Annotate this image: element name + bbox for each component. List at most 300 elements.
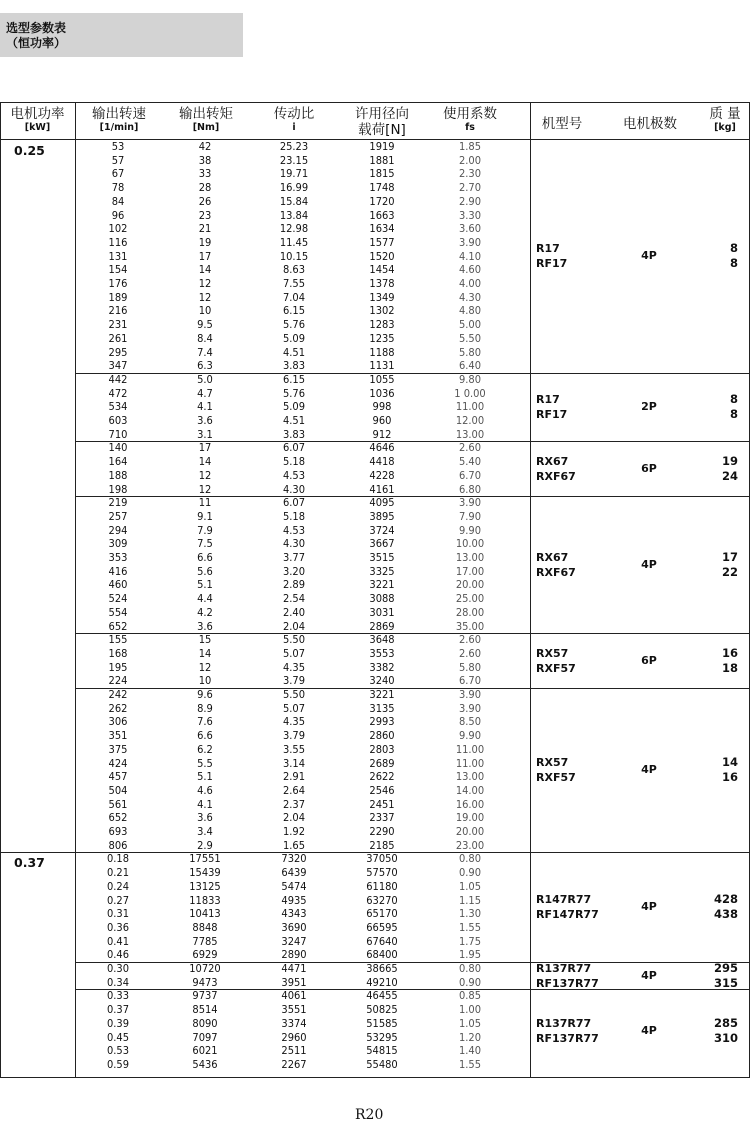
table-cell: 4.35 <box>282 660 306 674</box>
header-ratio: 传动比 i <box>273 106 315 133</box>
table-cell: 4.53 <box>282 468 306 482</box>
table-cell: 38665 <box>366 962 398 975</box>
motor-poles: 4P <box>641 900 657 914</box>
table-cell: 189 <box>108 290 128 304</box>
table-cell: 693 <box>108 825 128 838</box>
table-row <box>0 332 530 346</box>
model-name: RX67 <box>536 550 569 564</box>
table-cell: 10 <box>198 304 212 318</box>
table-cell: 2803 <box>369 742 395 756</box>
table-cell: 4.35 <box>282 715 306 729</box>
table-cell: 5.6 <box>197 564 213 578</box>
table-cell: 806 <box>108 838 128 852</box>
table-row <box>0 304 530 318</box>
table-cell: 57 <box>111 153 125 167</box>
table-cell: 4.4 <box>197 592 213 606</box>
table-row <box>0 455 530 469</box>
table-cell: 19.00 <box>455 811 485 825</box>
table-cell: 6.3 <box>197 359 213 373</box>
table-cell: 1 0.00 <box>454 386 486 400</box>
table-cell: 603 <box>108 414 128 427</box>
table-cell: 6439 <box>281 866 307 880</box>
table-cell: 154 <box>108 263 128 277</box>
table-cell: 4646 <box>369 441 395 455</box>
table-cell: 198 <box>108 482 128 496</box>
table-row <box>0 387 530 401</box>
table-row <box>0 373 530 387</box>
power-value: 0.37 <box>14 855 45 871</box>
model-name: RX67 <box>536 454 569 468</box>
table-cell: 4.30 <box>458 290 482 304</box>
table-row <box>0 962 530 976</box>
table-cell: 0.80 <box>458 852 482 866</box>
motor-poles: 6P <box>641 653 657 667</box>
table-cell: 7.6 <box>197 715 213 729</box>
table-cell: 102 <box>108 222 128 236</box>
table-cell: 0.21 <box>106 866 130 880</box>
table-cell: 6021 <box>192 1044 218 1058</box>
model-name: R137R77 <box>536 961 592 975</box>
table-cell: 0.36 <box>106 920 130 934</box>
table-cell: 6.15 <box>282 304 306 318</box>
table-row <box>0 263 530 277</box>
motor-poles: 2P <box>641 400 657 414</box>
table-cell: 4.51 <box>282 345 306 359</box>
table-cell: 7.9 <box>197 523 213 537</box>
table-cell: 9.1 <box>197 509 213 523</box>
table-cell: 561 <box>108 797 128 811</box>
table-row <box>0 236 530 250</box>
table-cell: 2.90 <box>458 194 482 208</box>
table-cell: 2860 <box>369 729 395 743</box>
table-cell: 4095 <box>369 496 395 510</box>
table-cell: 5.80 <box>458 345 482 359</box>
table-cell: 13.00 <box>455 770 485 784</box>
table-cell: 2.30 <box>458 167 482 181</box>
table-row <box>0 414 530 428</box>
table-cell: 424 <box>108 756 128 770</box>
table-cell: 5.18 <box>282 509 306 523</box>
table-row <box>0 154 530 168</box>
table-cell: 66595 <box>366 920 398 934</box>
table-row <box>0 469 530 483</box>
table-cell: 262 <box>108 701 128 715</box>
mass-values <box>700 961 738 991</box>
table-cell: 19 <box>198 235 212 249</box>
mass-value: 8 <box>729 392 738 407</box>
table-cell: 4471 <box>281 962 307 975</box>
table-cell: 8514 <box>192 1003 218 1017</box>
table-cell: 61180 <box>366 879 398 893</box>
title-line-1: 选型参数表 <box>6 21 67 35</box>
table-cell: 5.1 <box>197 770 213 784</box>
table-cell: 38 <box>198 153 212 167</box>
table-cell: 375 <box>108 742 128 756</box>
table-cell: 2.91 <box>282 770 306 784</box>
mass-value: 24 <box>721 468 738 483</box>
table-row <box>0 359 530 373</box>
table-cell: 3325 <box>369 564 395 578</box>
model-names <box>536 892 599 922</box>
table-cell: 554 <box>108 605 128 619</box>
table-cell: 1055 <box>369 372 395 386</box>
table-cell: 2689 <box>369 756 395 770</box>
table-cell: 0.59 <box>106 1057 130 1071</box>
table-cell: 9.80 <box>458 372 482 386</box>
table-cell: 1131 <box>369 359 395 373</box>
header-torque: 输出转矩 [Nm] <box>179 106 233 133</box>
table-cell: 3551 <box>281 1003 307 1017</box>
table-cell: 2.60 <box>458 441 482 455</box>
model-names <box>536 550 576 580</box>
table-cell: 3.83 <box>282 427 306 441</box>
model-name: RX57 <box>536 756 569 770</box>
table-cell: 2546 <box>369 783 395 797</box>
table-cell: 78 <box>111 181 125 195</box>
table-cell: 1235 <box>369 331 395 345</box>
table-cell: 7.90 <box>458 509 482 523</box>
table-cell: 2337 <box>369 811 395 825</box>
table-cell: 17 <box>198 249 212 263</box>
table-cell: 710 <box>108 427 128 441</box>
table-row <box>0 743 530 757</box>
motor-poles: 4P <box>641 1023 657 1037</box>
table-cell: 3031 <box>369 605 395 619</box>
table-cell: 3.90 <box>458 688 482 701</box>
table-cell: 15 <box>198 633 212 647</box>
table-row <box>0 441 530 455</box>
table-row <box>0 633 530 647</box>
table-cell: 1188 <box>369 345 395 359</box>
title-line-2: （恒功率） <box>6 36 67 50</box>
table-cell: 9737 <box>192 989 218 1003</box>
table-cell: 442 <box>108 372 128 386</box>
table-cell: 3553 <box>369 646 395 660</box>
table-row <box>0 537 530 551</box>
table-row <box>0 852 530 866</box>
table-cell: 3221 <box>369 578 395 592</box>
table-cell: 13.00 <box>455 427 485 441</box>
table-cell: 5.5 <box>197 756 213 770</box>
table-cell: 23.00 <box>455 838 485 852</box>
table-cell: 0.37 <box>106 1003 130 1017</box>
mass-value: 19 <box>721 453 738 468</box>
table-row <box>0 400 530 414</box>
table-row <box>0 866 530 880</box>
table-cell: 20.00 <box>455 825 485 838</box>
table-cell: 4.7 <box>197 386 213 400</box>
table-cell: 6.80 <box>458 482 482 496</box>
mass-values <box>700 454 738 484</box>
table-cell: 11.00 <box>455 742 485 756</box>
table-cell: 8848 <box>192 920 218 934</box>
model-names <box>536 241 567 271</box>
table-cell: 3.90 <box>458 701 482 715</box>
table-cell: 2267 <box>281 1057 307 1071</box>
table-row <box>0 167 530 181</box>
table-cell: 17 <box>198 441 212 455</box>
table-cell: 3.6 <box>197 811 213 825</box>
table-cell: 5.18 <box>282 455 306 469</box>
table-cell: 25.00 <box>455 592 485 606</box>
table-cell: 4161 <box>369 482 395 496</box>
table-cell: 12 <box>198 468 212 482</box>
model-name: R147R77 <box>536 893 592 907</box>
table-row <box>0 1017 530 1031</box>
table-cell: 1815 <box>369 167 395 181</box>
table-cell: 416 <box>108 564 128 578</box>
table-row <box>0 1058 530 1072</box>
table-cell: 0.80 <box>458 962 482 975</box>
table-cell: 35.00 <box>455 619 485 633</box>
table-cell: 5.50 <box>282 688 306 701</box>
table-cell: 1.55 <box>458 920 482 934</box>
model-name: RF17 <box>536 408 568 422</box>
table-row <box>0 318 530 332</box>
table-cell: 0.34 <box>106 975 130 989</box>
table-cell: 155 <box>108 633 128 647</box>
mass-value: 17 <box>721 549 738 564</box>
table-cell: 3221 <box>369 688 395 701</box>
table-cell: 960 <box>372 414 392 427</box>
table-cell: 6.07 <box>282 441 306 455</box>
table-cell: 2.37 <box>282 797 306 811</box>
table-cell: 6.40 <box>458 359 482 373</box>
table-cell: 1720 <box>369 194 395 208</box>
table-cell: 23.15 <box>279 153 309 167</box>
mass-value: 8 <box>729 241 738 256</box>
table-cell: 16.00 <box>455 797 485 811</box>
table-row <box>0 770 530 784</box>
table-cell: 12.98 <box>279 222 309 236</box>
table-cell: 7.4 <box>197 345 213 359</box>
table-row <box>0 688 530 702</box>
table-row <box>0 620 530 634</box>
motor-poles: 4P <box>641 557 657 571</box>
table-cell: 1.30 <box>458 907 482 921</box>
table-cell: 14 <box>198 263 212 277</box>
table-cell: 50825 <box>366 1003 398 1017</box>
table-cell: 51585 <box>366 1016 398 1030</box>
table-cell: 2.9 <box>197 838 213 852</box>
table-cell: 2.60 <box>458 646 482 660</box>
table-cell: 5.0 <box>197 372 213 386</box>
table-cell: 306 <box>108 715 128 729</box>
table-cell: 8090 <box>192 1016 218 1030</box>
table-cell: 12 <box>198 277 212 290</box>
header-model: 机型号 <box>541 116 583 132</box>
mass-values <box>700 646 738 676</box>
table-cell: 524 <box>108 592 128 606</box>
table-row <box>0 647 530 661</box>
table-cell: 2451 <box>369 797 395 811</box>
model-name: RXF57 <box>536 661 576 675</box>
table-cell: 7320 <box>281 852 307 866</box>
table-cell: 652 <box>108 619 128 633</box>
table-cell: 176 <box>108 277 128 290</box>
table-cell: 17.00 <box>455 564 485 578</box>
table-row <box>0 524 530 538</box>
table-cell: 2890 <box>281 948 307 962</box>
table-cell: 14 <box>198 455 212 469</box>
mass-values <box>700 550 738 580</box>
table-row <box>0 1044 530 1058</box>
page-number: R20 <box>355 1107 384 1123</box>
table-cell: 6.07 <box>282 496 306 510</box>
header-poles: 电机极数 <box>623 116 677 132</box>
table-cell: 3374 <box>281 1016 307 1030</box>
table-cell: 13.84 <box>279 208 309 222</box>
table-cell: 4.30 <box>282 482 306 496</box>
table-cell: 10413 <box>189 907 221 921</box>
table-cell: 11 <box>198 496 212 510</box>
table-cell: 5.76 <box>282 318 306 332</box>
table-cell: 0.31 <box>106 907 130 921</box>
table-cell: 2960 <box>281 1030 307 1044</box>
table-cell: 351 <box>108 729 128 743</box>
table-cell: 0.24 <box>106 879 130 893</box>
table-cell: 5.50 <box>458 331 482 345</box>
mass-values <box>700 755 738 785</box>
table-row <box>0 592 530 606</box>
table-cell: 1919 <box>369 140 395 153</box>
table-row <box>0 757 530 771</box>
table-cell: 20.00 <box>455 578 485 592</box>
table-cell: 9.90 <box>458 729 482 743</box>
table-cell: 33 <box>198 167 212 181</box>
table-cell: 6.6 <box>197 729 213 743</box>
table-cell: 2.40 <box>282 605 306 619</box>
table-row <box>0 496 530 510</box>
header-service-factor: 使用系数 fs <box>443 106 497 133</box>
table-cell: 8.4 <box>197 331 213 345</box>
table-row <box>0 1003 530 1017</box>
table-cell: 19.71 <box>279 167 309 181</box>
table-cell: 131 <box>108 249 128 263</box>
table-cell: 5474 <box>281 879 307 893</box>
mass-value: 8 <box>729 256 738 271</box>
mass-value: 295 <box>713 960 738 975</box>
table-row <box>0 291 530 305</box>
table-row <box>0 510 530 524</box>
model-names <box>536 961 599 991</box>
table-cell: 0.41 <box>106 934 130 948</box>
power-value: 0.25 <box>14 143 45 158</box>
table-cell: 28 <box>198 181 212 195</box>
table-cell: 0.53 <box>106 1044 130 1058</box>
table-cell: 998 <box>372 400 392 414</box>
table-cell: 1520 <box>369 249 395 263</box>
table-row <box>0 729 530 743</box>
table-cell: 0.39 <box>106 1016 130 1030</box>
table-cell: 1663 <box>369 208 395 222</box>
table-cell: 67640 <box>366 934 398 948</box>
table-cell: 652 <box>108 811 128 825</box>
table-cell: 1.92 <box>282 825 306 838</box>
table-cell: 54815 <box>366 1044 398 1058</box>
table-cell: 457 <box>108 770 128 784</box>
table-row <box>0 784 530 798</box>
mass-value: 16 <box>721 770 738 785</box>
table-row <box>0 428 530 442</box>
table-row <box>0 894 530 908</box>
table-cell: 7.04 <box>282 290 306 304</box>
table-cell: 10.15 <box>279 249 309 263</box>
table-cell: 55480 <box>366 1057 398 1071</box>
table-cell: 5.07 <box>282 701 306 715</box>
table-cell: 3382 <box>369 660 395 674</box>
table-cell: 3724 <box>369 523 395 537</box>
table-cell: 3515 <box>369 551 395 564</box>
model-names <box>536 392 567 422</box>
table-cell: 6.6 <box>197 551 213 564</box>
table-cell: 84 <box>111 194 125 208</box>
table-row <box>0 880 530 894</box>
table-row <box>0 825 530 839</box>
table-cell: 49210 <box>366 975 398 989</box>
table-cell: 2.00 <box>458 153 482 167</box>
table-cell: 23 <box>198 208 212 222</box>
table-cell: 4.2 <box>197 605 213 619</box>
table-cell: 4343 <box>281 907 307 921</box>
table-cell: 6929 <box>192 948 218 962</box>
table-cell: 12 <box>198 660 212 674</box>
table-cell: 13.00 <box>455 551 485 564</box>
table-cell: 5.50 <box>282 633 306 647</box>
motor-poles: 6P <box>641 461 657 475</box>
table-cell: 1577 <box>369 235 395 249</box>
mass-value: 438 <box>713 907 738 922</box>
table-row <box>0 935 530 949</box>
table-cell: 231 <box>108 318 128 332</box>
header-mass: 质 量 [kg] <box>709 106 741 133</box>
table-row <box>0 209 530 223</box>
table-row <box>0 948 530 962</box>
table-cell: 7785 <box>192 934 218 948</box>
table-row <box>0 578 530 592</box>
table-cell: 3088 <box>369 592 395 606</box>
table-cell: 0.30 <box>106 962 130 975</box>
table-row <box>0 181 530 195</box>
table-cell: 9473 <box>192 975 218 989</box>
table-cell: 4.10 <box>458 249 482 263</box>
table-cell: 2290 <box>369 825 395 838</box>
table-cell: 257 <box>108 509 128 523</box>
table-cell: 11.00 <box>455 756 485 770</box>
table-cell: 1349 <box>369 290 395 304</box>
table-cell: 9.90 <box>458 523 482 537</box>
table-cell: 26 <box>198 194 212 208</box>
table-cell: 9.5 <box>197 318 213 332</box>
table-row <box>0 551 530 565</box>
table-cell: 1036 <box>369 386 395 400</box>
table-cell: 13125 <box>189 879 221 893</box>
table-cell: 3.90 <box>458 235 482 249</box>
table-row <box>0 921 530 935</box>
table-cell: 4.00 <box>458 277 482 290</box>
table-cell: 1.55 <box>458 1057 482 1071</box>
table-row <box>0 606 530 620</box>
table-cell: 0.46 <box>106 948 130 962</box>
table-cell: 5436 <box>192 1057 218 1071</box>
table-row <box>0 839 530 853</box>
table-cell: 7.55 <box>282 277 306 290</box>
table-cell: 216 <box>108 304 128 318</box>
table-cell: 5.40 <box>458 455 482 469</box>
mass-values <box>700 1016 738 1046</box>
mass-value: 14 <box>721 755 738 770</box>
table-cell: 2.04 <box>282 811 306 825</box>
